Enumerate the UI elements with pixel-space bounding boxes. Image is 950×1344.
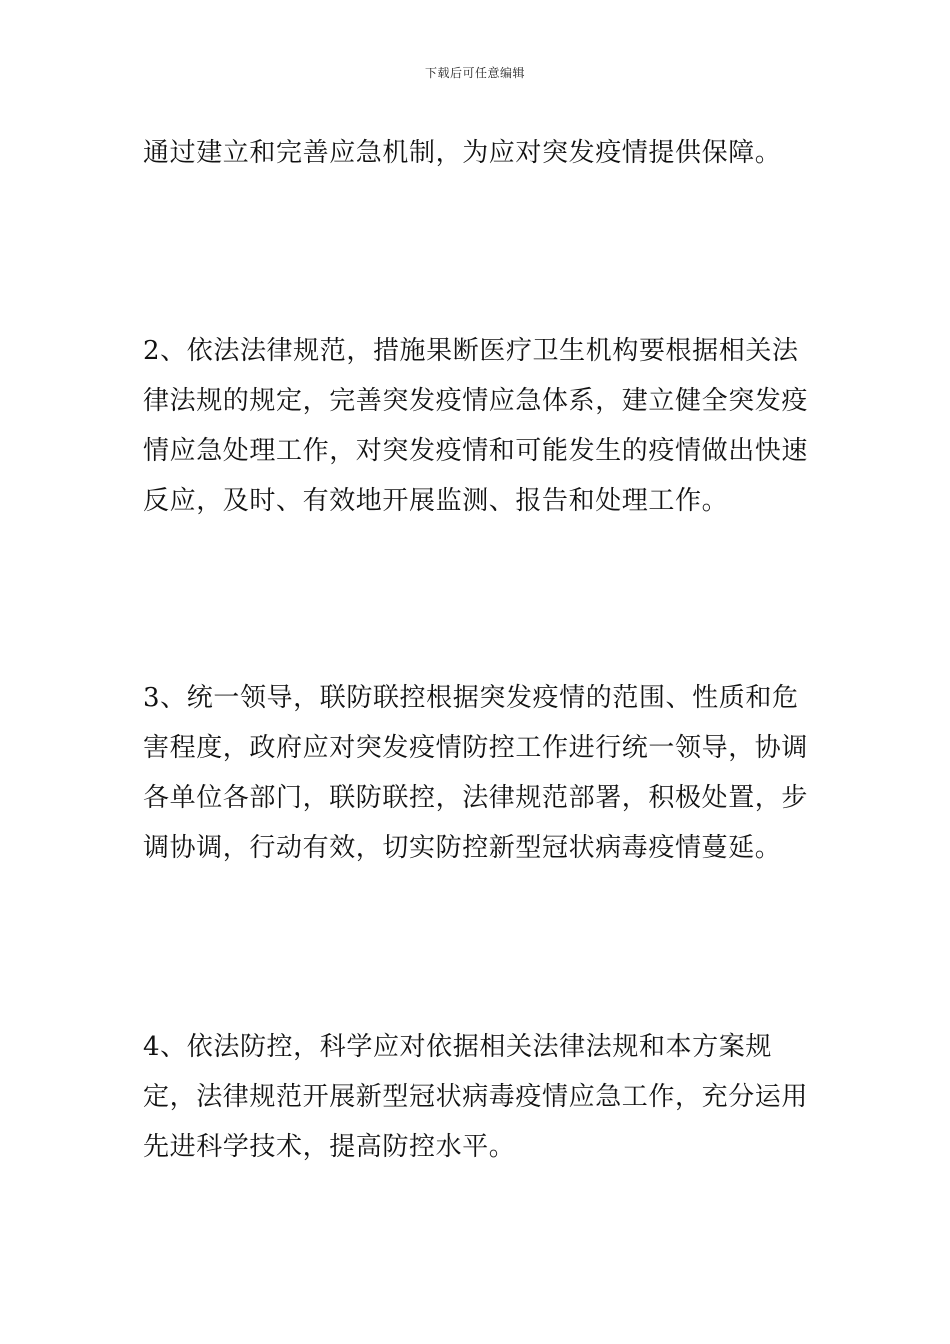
page-header: 下载后可任意编辑 [424, 66, 525, 80]
paragraph-4: 4、依法防控，科学应对依据相关法律法规和本方案规定，法律规范开展新型冠状病毒疫情应急工作，充分运用先进科学技术，提高防控水平。 [143, 1032, 809, 1162]
paragraph-3: 3、统一领导，联防联控根据突发疫情的范围、性质和危害程度，政府应对突发疫情防控工作进行统一领导，协调各单位各部门，联防联控，法律规范部署，积极处置，步调协调，行动有效，切实防控新型冠状病毒疫情蔓延。 [143, 683, 809, 863]
paragraph-2: 2、依法法律规范，措施果断医疗卫生机构要根据相关法律法规的规定，完善突发疫情应急体系，建立健全突发疫情应急处理工作，对突发疫情和可能发生的疫情做出快速反应，及时、有效地开展监测、报告和处理工作。 [143, 336, 809, 516]
paragraph-1: 通过建立和完善应急机制，为应对突发疫情提供保障。 [143, 138, 782, 168]
